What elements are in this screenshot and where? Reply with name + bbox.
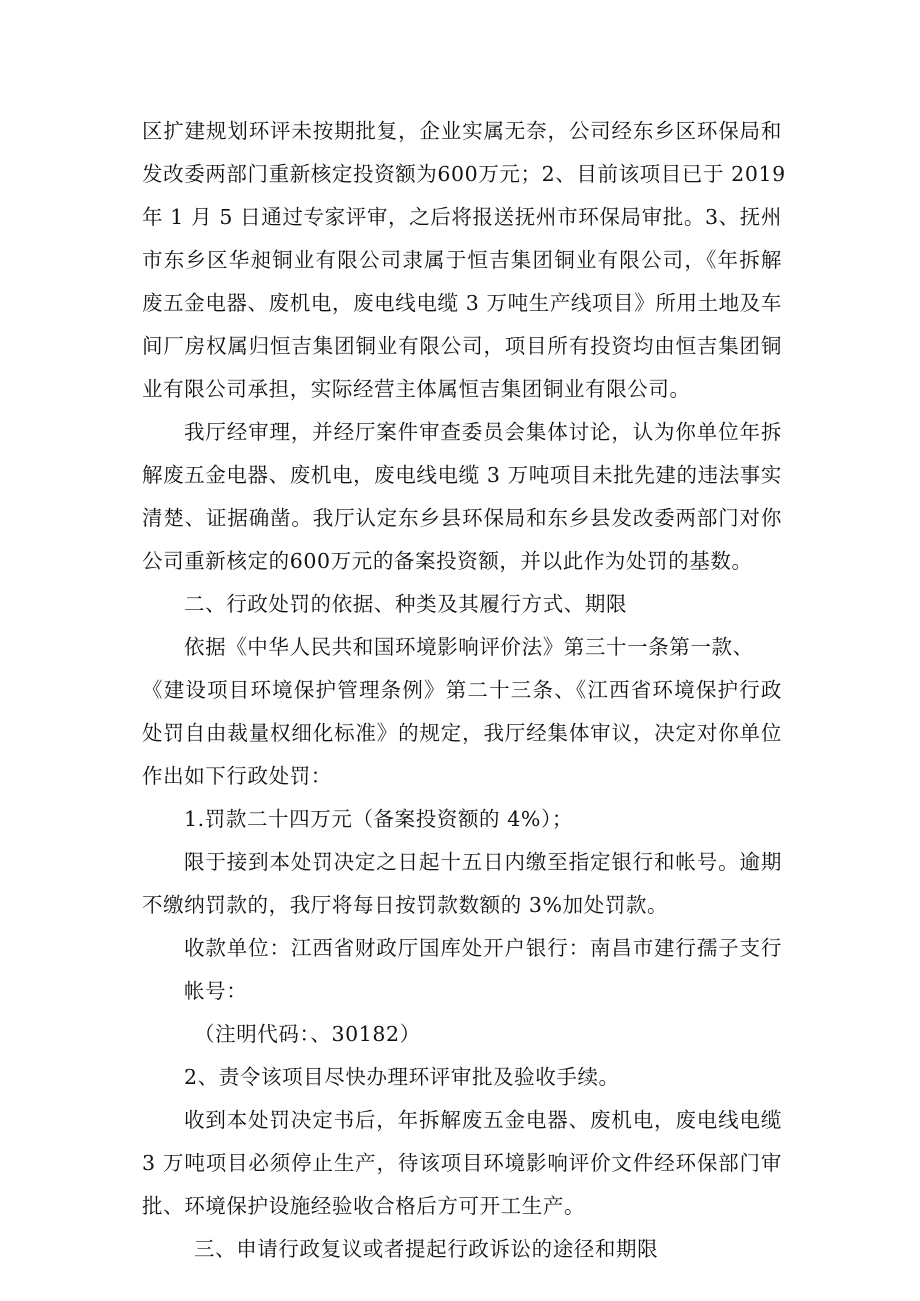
paragraph-start: 我厅经审理，并经厅案件审查委员会集体讨论，认为你单位年拆 — [184, 420, 782, 444]
text-line: 区扩建规划环评未按期批复，企业实属无奈，公司经东乡区环保局和 — [142, 119, 782, 143]
text-line: 不缴纳罚款的，我厅将每日按罚款数额的 3%加处罚款。 — [142, 893, 669, 917]
text-line: 3 万吨项目必须停止生产，待该项目环境影响评价文件经环保部门审 — [142, 1151, 782, 1175]
text-line: 公司重新核定的600万元的备案投资额，并以此作为处罚的基数。 — [142, 549, 753, 573]
text-line: 《建设项目环境保护管理条例》第二十三条、《江西省环境保护行政 — [142, 678, 782, 702]
text-line: 市东乡区华昶铜业有限公司隶属于恒吉集团铜业有限公司，《年拆解 — [142, 248, 782, 272]
paragraph-start: 收到本处罚决定书后，年拆解废五金电器、废机电，废电线电缆 — [184, 1108, 782, 1132]
account-line: 帐号： — [184, 979, 248, 1003]
text-line: 批、环境保护设施经验收合格后方可开工生产。 — [142, 1194, 586, 1218]
section-heading: 三、申请行政复议或者提起行政诉讼的途径和期限 — [194, 1237, 659, 1261]
code-note: （注明代码：、30182） — [194, 1022, 421, 1046]
document-body — [142, 110, 786, 1271]
text-line: 解废五金电器、废机电，废电线电缆 3 万吨项目未批先建的违法事实 — [142, 463, 782, 487]
text-line: 业有限公司承担，实际经营主体属恒吉集团铜业有限公司。 — [142, 377, 691, 401]
text-line: 作出如下行政处罚： — [142, 764, 332, 788]
list-item: 1.罚款二十四万元（备案投资额的 4%）； — [184, 807, 573, 831]
payee-line: 收款单位：江西省财政厅国库处开户银行：南昌市建行孺子支行 — [184, 936, 782, 960]
paragraph-start: 限于接到本处罚决定之日起十五日内缴至指定银行和帐号。逾期 — [184, 850, 782, 874]
text-line: 发改委两部门重新核定投资额为600万元；2、目前该项目已于 2019 — [142, 162, 786, 186]
list-item: 2、责令该项目尽快办理环评审批及验收手续。 — [184, 1065, 620, 1089]
text-line: 间厂房权属归恒吉集团铜业有限公司，项目所有投资均由恒吉集团铜 — [142, 334, 782, 358]
text-line: 处罚自由裁量权细化标准》的规定，我厅经集体审议，决定对你单位 — [142, 721, 782, 745]
text-line: 清楚、证据确凿。我厅认定东乡县环保局和东乡县发改委两部门对你 — [142, 506, 782, 530]
text-line: 废五金电器、废机电，废电线电缆 3 万吨生产线项目》所用土地及车 — [142, 291, 782, 315]
section-heading: 二、行政处罚的依据、种类及其履行方式、期限 — [184, 592, 628, 616]
text-line: 年 1 月 5 日通过专家评审，之后将报送抚州市环保局审批。3、抚州 — [142, 205, 782, 229]
paragraph-start: 依据《中华人民共和国环境影响评价法》第三十一条第一款、 — [184, 635, 754, 659]
